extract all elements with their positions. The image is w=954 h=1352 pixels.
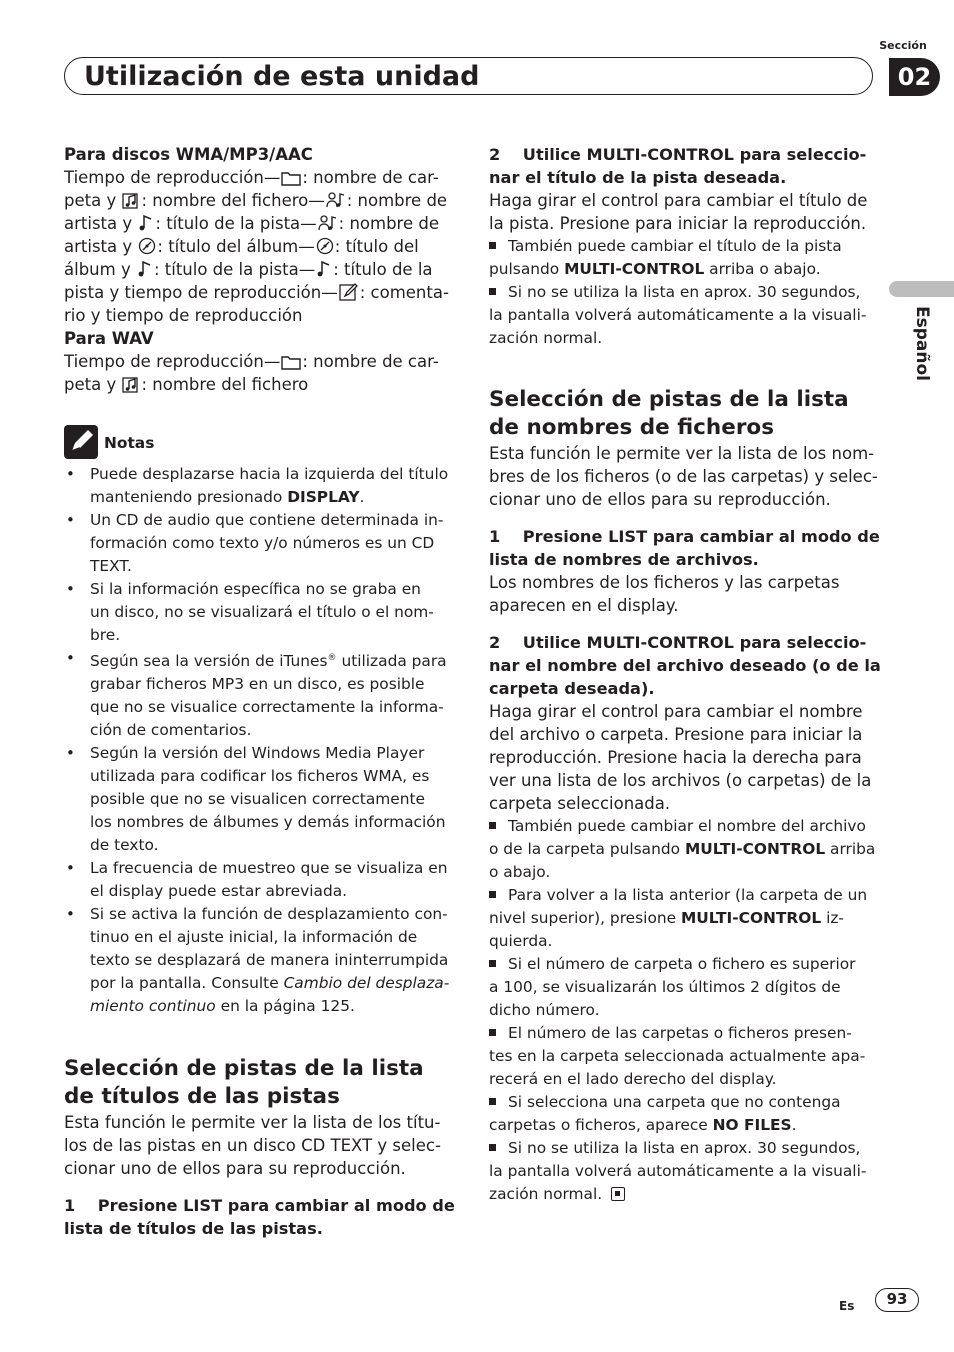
note-item: • Si se activa la función de desplazamiento con- tinuo en el ajuste inicial, la información de texto se desplazará de manera ininterrumpida por la pantalla. Consulte Cambio del desplaza- miento continuo en la página 125.: [64, 903, 454, 1018]
page-title: Utilización de esta unidad: [84, 61, 480, 92]
section-number-badge: 02: [889, 58, 940, 96]
note-item: • Según la versión del Windows Media Player utilizada para codificar los ficheros WMA, es posible que no se visualicen correctamente los nombres de álbumes y demás información de texto.: [64, 742, 454, 857]
bullet-item: El número de las carpetas o ficheros presen- tes en la carpeta seleccionada actualmente apa- recerá en el lado derecho del display.: [489, 1024, 866, 1088]
square-bullet-icon: [489, 822, 496, 829]
square-bullet-icon: [489, 242, 496, 249]
file-music-icon: [122, 191, 140, 209]
wav-heading: Para WAV: [64, 329, 154, 348]
right-column: 2 Utilice MULTI-CONTROL para seleccio- nar el título de la pista deseada. Haga girar el control para cambiar el título de la pista. Presione para iniciar la reproducción. También puede cambiar el título de la pista pulsando MULTI-CONTROL arriba o abajo. Si no se utiliza la lista en aprox. 30 segundos, la pantalla volverá automáticamente a la visuali- zación normal. Selección de pistas de la lista de nombres de ficheros Esta función le permite ver la lista de los nom- bres de los ficheros (o de las carpetas) y selec- cionar uno de ellos para su reproducción. 1 Presione LIST para cambiar al modo de lista de nombres de archivos. Los nombres de los ficheros y las carpetas aparecen en el display. 2 Utilice MULTI-CONTROL para seleccio- nar el nombre del archivo deseado (o de la carpeta deseada). Haga girar el control para cambiar el nombre del archivo o carpeta. Presione para iniciar la reproducción. Presione hacia la derecha para ver una lista de los archivos (o carpetas) de la carpeta seleccionada. También puede cambiar el nombre del archivo o de la carpeta pulsando MULTI-CONTROL arriba o abajo. Para volver a la lista anterior (la carpeta de un nivel superior), presione MULTI-CONTROL iz- quierda. Si el número de carpeta o fichero es superior a 100, se visualizarán los últimos 2 dígitos de dicho número. El número de las carpetas o ficheros presen- tes en la carpeta seleccionada actualmente apa- recerá en el lado derecho del display. Si selecciona una carpeta que no contenga carpetas o ficheros, aparece NO FILES. Si no se utiliza la lista en aprox. 30 segundos, la pantalla volverá automáticamente a la visuali- zación normal.: [489, 143, 881, 1206]
section-heading-file-names: Selección de pistas de la lista de nombres de ficheros: [489, 387, 849, 440]
music-note-icon: [316, 260, 332, 278]
section-heading-track-titles: Selección de pistas de la lista de títulos de las pistas: [64, 1056, 424, 1110]
notes-label: Notas: [104, 434, 155, 452]
bullet-item: Para volver a la lista anterior (la carpeta de un nivel superior), presione MULTI-CONTROL iz- quierda.: [489, 886, 868, 950]
note-item: • Si la información específica no se graba en un disco, no se visualizará el título o el nom- bre.: [64, 578, 454, 647]
pencil-icon: [64, 425, 98, 459]
square-bullet-icon: [489, 891, 496, 898]
notes-header: [64, 427, 454, 463]
language-tab-label: Español: [912, 306, 932, 381]
section-body: Esta función le permite ver la lista de los títu- los de las pistas en un disco CD TEXT y selec- cionar uno de ellos para su reproducción.: [64, 1113, 441, 1179]
folder-icon: [281, 170, 301, 186]
file-music-icon: [122, 375, 140, 393]
note-item: • Puede desplazarse hacia la izquierda del título manteniendo presionado DISPLAY.: [64, 463, 454, 509]
bullet-item: También puede cambiar el título de la pista pulsando MULTI-CONTROL arriba o abajo.: [489, 237, 842, 278]
section-label: Sección: [879, 39, 927, 52]
comment-icon: [339, 283, 359, 301]
step-heading: 2 Utilice MULTI-CONTROL para seleccio- nar el nombre del archivo deseado (o de la carpeta deseada).: [489, 633, 881, 698]
music-note-icon: [138, 214, 154, 232]
album-disc-icon: [316, 237, 334, 255]
end-of-section-icon: [611, 1187, 625, 1201]
bullet-item: Si el número de carpeta o fichero es superior a 100, se visualizarán los últimos 2 dígitos de dicho número.: [489, 955, 856, 1019]
note-item: • Un CD de audio que contiene determinada in- formación como texto y/o números es un CD TEXT.: [64, 509, 454, 578]
bullet-item: También puede cambiar el nombre del archivo o de la carpeta pulsando MULTI-CONTROL arriba o abajo.: [489, 817, 876, 881]
footer-language: Es: [839, 1299, 855, 1313]
wav-description: Tiempo de reproducción— : nombre de car- peta y : nombre del fichero: [64, 352, 439, 394]
note-item: • La frecuencia de muestreo que se visualiza en el display puede estar abreviada.: [64, 857, 454, 903]
square-bullet-icon: [489, 1098, 496, 1105]
wma-description: Tiempo de reproducción— : nombre de car- peta y : nombre del fichero— : nombre de artista y : título de la pista— : nombre de artista y : título del álbum— : título del álbum y : título de la pista— : título de la pista y tiempo de reproducción— : comenta- rio y tiempo de reproducción: [64, 168, 449, 325]
square-bullet-icon: [489, 1144, 496, 1151]
left-column: [64, 143, 454, 1240]
square-bullet-icon: [489, 288, 496, 295]
note-item: • Según sea la versión de iTunes® utilizada para grabar ficheros MP3 en un disco, es posible que no se visualice correctamente la informa- ción de comentarios.: [64, 647, 454, 742]
step-heading: 1 Presione LIST para cambiar al modo de lista de nombres de archivos.: [489, 527, 880, 569]
folder-icon: [281, 354, 301, 370]
artist-icon: [326, 191, 346, 209]
bullet-item: Si selecciona una carpeta que no contenga carpetas o ficheros, aparece NO FILES.: [489, 1093, 841, 1134]
bullet-item: Si no se utiliza la lista en aprox. 30 segundos, la pantalla volverá automáticamente a la visuali- zación normal.: [489, 1139, 867, 1203]
language-tab-bar: [889, 281, 954, 297]
page-number: 93: [875, 1288, 919, 1312]
step-heading: 2 Utilice MULTI-CONTROL para seleccio- nar el título de la pista deseada.: [489, 145, 867, 187]
bullet-item: Si no se utiliza la lista en aprox. 30 segundos, la pantalla volverá automáticamente a la visuali- zación normal.: [489, 283, 867, 347]
section-body: Esta función le permite ver la lista de los nom- bres de los ficheros (o de las carpetas) y selec- cionar uno de ellos para su reproducción.: [489, 444, 878, 509]
square-bullet-icon: [489, 960, 496, 967]
wma-heading: Para discos WMA/MP3/AAC: [64, 145, 313, 164]
artist-icon: [318, 214, 338, 232]
step-heading: 1 Presione LIST para cambiar al modo de lista de títulos de las pistas.: [64, 1196, 455, 1239]
music-note-icon: [137, 260, 153, 278]
album-disc-icon: [138, 237, 156, 255]
square-bullet-icon: [489, 1029, 496, 1036]
